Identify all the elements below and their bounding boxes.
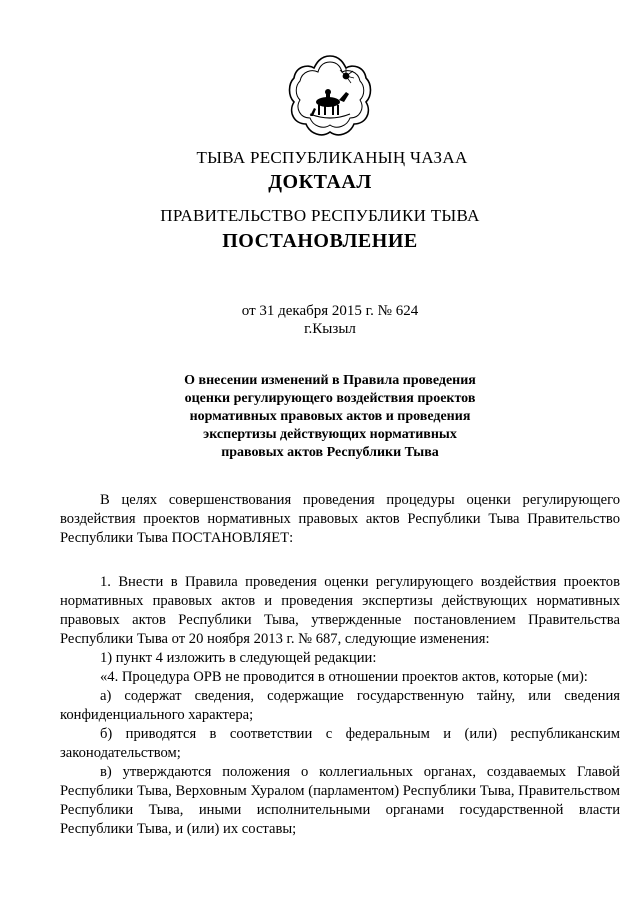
preamble-section bbox=[60, 491, 620, 548]
coat-of-arms-emblem bbox=[284, 50, 376, 142]
decree-title bbox=[140, 372, 520, 462]
item-paragraph: а) содержат сведения, содержащие государственную тайну, или сведения конфиденциального характера; bbox=[60, 688, 620, 723]
title-line: оценки регулирующего воздействия проектов bbox=[184, 391, 476, 406]
preamble-paragraph: В целях совершенствования проведения процедуры оценки регулирующего воздействия проектов нормативных правовых актов Республики Тыва Правительство Республики Тыва ПОСТАНОВЛЯЕТ: bbox=[60, 492, 620, 546]
title-line: экспертизы действующих нормативных bbox=[203, 427, 457, 442]
items-section bbox=[60, 573, 620, 839]
title-line: нормативных правовых актов и проведения bbox=[189, 409, 471, 424]
header-decree: ПОСТАНОВЛЕНИЕ bbox=[222, 230, 418, 252]
item-paragraph: 1. Внести в Правила проведения оценки регулирующего воздействия проектов нормативных правовых актов и проведения экспертизы действующих нормативных правовых актов Республики Тыва, утвержденные постановлением Правительства Республики Тыва от 20 ноября 2013 г. № 687, следующие изменения: bbox=[60, 574, 620, 647]
item-paragraph: в) утверждаются положения о коллегиальных органах, создаваемых Главой Республики Тыва, Верховным Хуралом (парламентом) Республики Тыва, Правительством Республики Тыва, иными исполнительными органами государственной власти Республики Тыва, и (или) их составы; bbox=[60, 764, 620, 837]
item-paragraph: 1) пункт 4 изложить в следующей редакции: bbox=[100, 650, 377, 666]
item-paragraph: б) приводятся в соответствии с федеральным и (или) республиканским законодательством; bbox=[60, 726, 620, 761]
item-paragraph: «4. Процедура ОРВ не проводится в отношении проектов актов, которые (ми): bbox=[100, 669, 588, 685]
decree-date: от 31 декабря 2015 г. № 624 bbox=[241, 303, 419, 319]
header-tyva-decree: ДОКТААЛ bbox=[268, 171, 372, 193]
decree-city: г.Кызыл bbox=[304, 321, 356, 337]
header-tyva-government: ТЫВА РЕСПУБЛИКАНЫҢ ЧАЗАА bbox=[196, 148, 468, 167]
title-line: О внесении изменений в Правила проведения bbox=[184, 373, 476, 388]
header-government: ПРАВИТЕЛЬСТВО РЕСПУБЛИКИ ТЫВА bbox=[160, 206, 480, 225]
title-line: правовых актов Республики Тыва bbox=[221, 445, 439, 460]
